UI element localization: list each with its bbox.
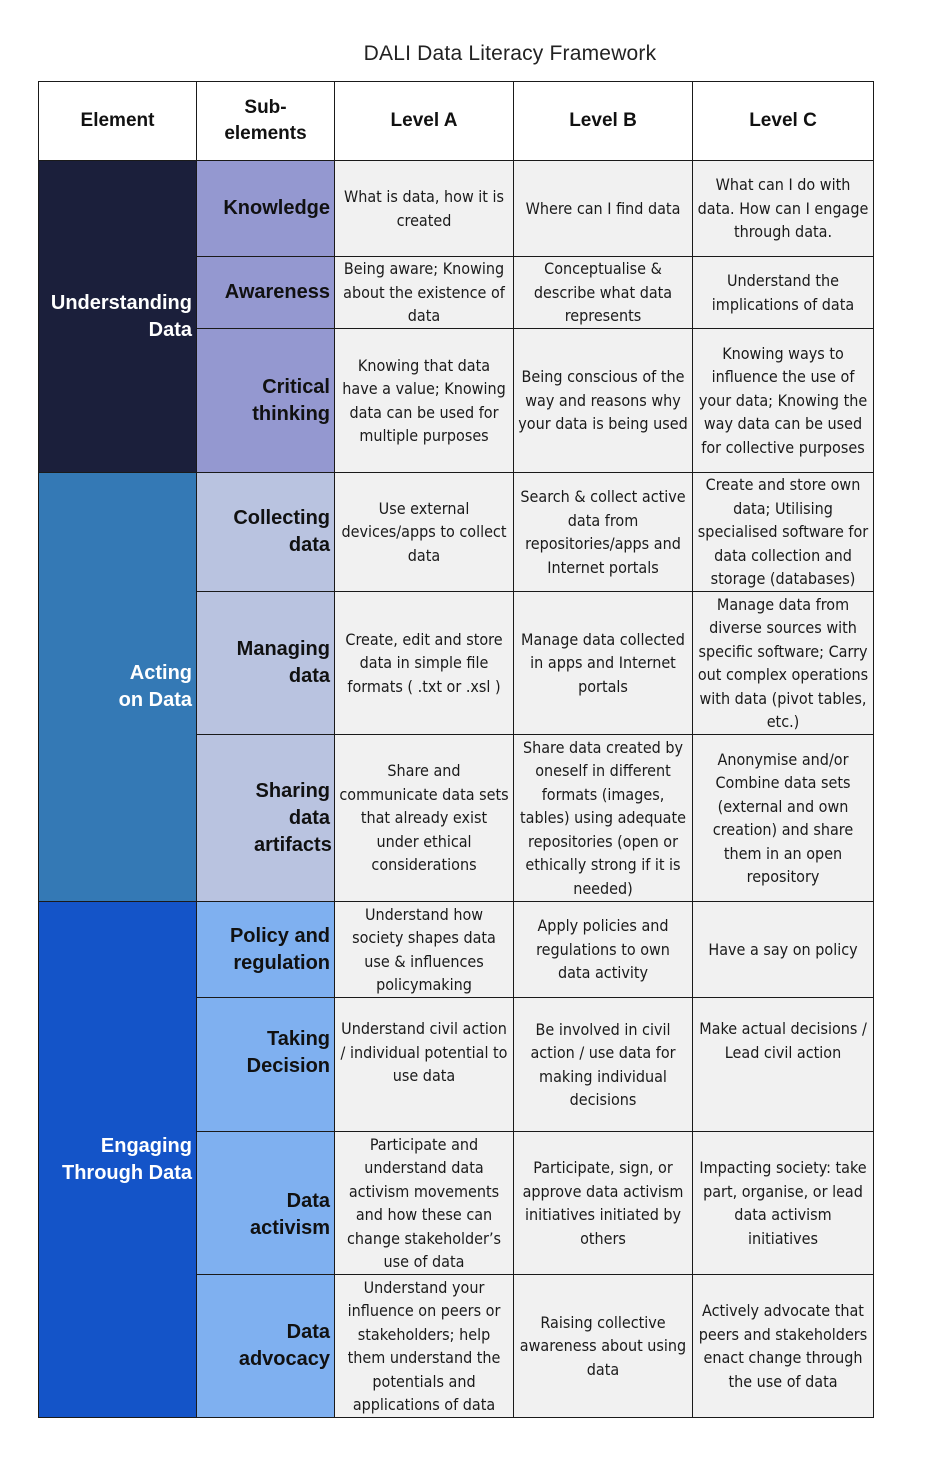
page-title: DALI Data Literacy Framework (363, 42, 657, 65)
sub-element-awareness: Awareness (197, 257, 335, 329)
level-a-cell: Create, edit and store data in simple file formats ( .txt or .xsl ) (335, 592, 514, 735)
level-c-cell: Have a say on policy (693, 902, 874, 998)
element-acting-on-data (39, 473, 197, 902)
level-a-cell: Understand how society shapes data use & influences policymaking (335, 902, 514, 998)
level-c-cell: Knowing ways to influence the use of your data; Knowing the way data can be used for collective purposes (693, 329, 874, 473)
level-b-cell: Conceptualise & describe what data represents (514, 257, 693, 329)
header-element: Element (39, 82, 197, 161)
framework-table (38, 81, 874, 1418)
level-a-text: Understand civil action / individual potential to use data (340, 1019, 508, 1086)
header-level-a: Level A (335, 82, 514, 161)
level-c-cell: Impacting society: take part, organise, or lead data activism initiatives (693, 1132, 874, 1275)
element-label: Engaging Through Data (62, 1134, 192, 1184)
level-c-cell: Create and store own data; Utilising specialised software for data collection and storage (databases) (693, 473, 874, 592)
level-c-text: Make actual decisions / Lead civil action (699, 1019, 867, 1062)
level-a-cell: Share and communicate data sets that already exist under ethical considerations (335, 735, 514, 902)
header-row (39, 82, 874, 161)
header-sub-elements (197, 82, 335, 161)
level-b-cell: Participate, sign, or approve data activism initiatives initiated by others (514, 1132, 693, 1275)
sub-element-label: Data activism (250, 1190, 331, 1239)
sub-element-label: Data advocacy (238, 1321, 330, 1370)
level-c-cell: Anonymise and/or Combine data sets (external and own creation) and share them in an open repository (693, 735, 874, 902)
sub-element-knowledge: Knowledge (197, 161, 335, 257)
level-b-cell: Be involved in civil action / use data for making individual decisions (514, 998, 693, 1132)
sub-element-critical-thinking: Critical thinking (197, 329, 335, 473)
level-c-cell: What can I do with data. How can I engage through data. (693, 161, 874, 257)
table-row (39, 161, 874, 257)
level-a-cell: What is data, how it is created (335, 161, 514, 257)
level-b-cell: Raising collective awareness about using data (514, 1275, 693, 1418)
level-a-cell: Knowing that data have a value; Knowing data can be used for multiple purposes (335, 329, 514, 473)
sub-element-taking-decision (197, 998, 335, 1132)
sub-element-data-advocacy (197, 1275, 335, 1418)
sub-element-managing-data: Managing data (197, 592, 335, 735)
level-b-cell: Being conscious of the way and reasons why your data is being used (514, 329, 693, 473)
level-b-cell: Where can I find data (514, 161, 693, 257)
level-a-cell: Participate and understand data activism movements and how these can change stakeholder’s use of data (335, 1132, 514, 1275)
element-understanding-data (39, 161, 197, 473)
header-level-c: Level C (693, 82, 874, 161)
level-a-cell: Understand your influence on peers or stakeholders; help them understand the potentials and applications of data (335, 1275, 514, 1418)
header-sub-elements-label: Sub- elements (224, 97, 307, 144)
sub-element-sharing-data-artifacts (197, 735, 335, 902)
sub-element-label: Sharing data artifacts (254, 779, 332, 856)
header-level-b: Level B (514, 82, 693, 161)
level-a-cell (335, 998, 514, 1132)
level-c-cell: Actively advocate that peers and stakeholders enact change through the use of data (693, 1275, 874, 1418)
level-c-cell (693, 998, 874, 1132)
level-a-cell: Being aware; Knowing about the existence of data (335, 257, 514, 329)
level-b-cell: Search & collect active data from repositories/apps and Internet portals (514, 473, 693, 592)
level-a-cell: Use external devices/apps to collect data (335, 473, 514, 592)
table-row (39, 473, 874, 592)
level-b-cell: Share data created by oneself in different formats (images, tables) using adequate repositories (open or ethically strong if it is needed) (514, 735, 693, 902)
level-c-cell: Manage data from diverse sources with specific software; Carry out complex operations with data (pivot tables, etc.) (693, 592, 874, 735)
sub-element-data-activism (197, 1132, 335, 1275)
sub-element-policy-and-regulation: Policy and regulation (197, 902, 335, 998)
level-c-cell: Understand the implications of data (693, 257, 874, 329)
level-b-cell: Manage data collected in apps and Internet portals (514, 592, 693, 735)
sub-element-collecting-data: Collecting data (197, 473, 335, 592)
element-label: Understanding Data (50, 291, 192, 341)
sub-element-label: Taking Decision (246, 1027, 330, 1077)
level-b-cell: Apply policies and regulations to own data activity (514, 902, 693, 998)
element-engaging-through-data (39, 902, 197, 1418)
element-label: Acting on Data (118, 662, 192, 711)
table-row (39, 902, 874, 998)
